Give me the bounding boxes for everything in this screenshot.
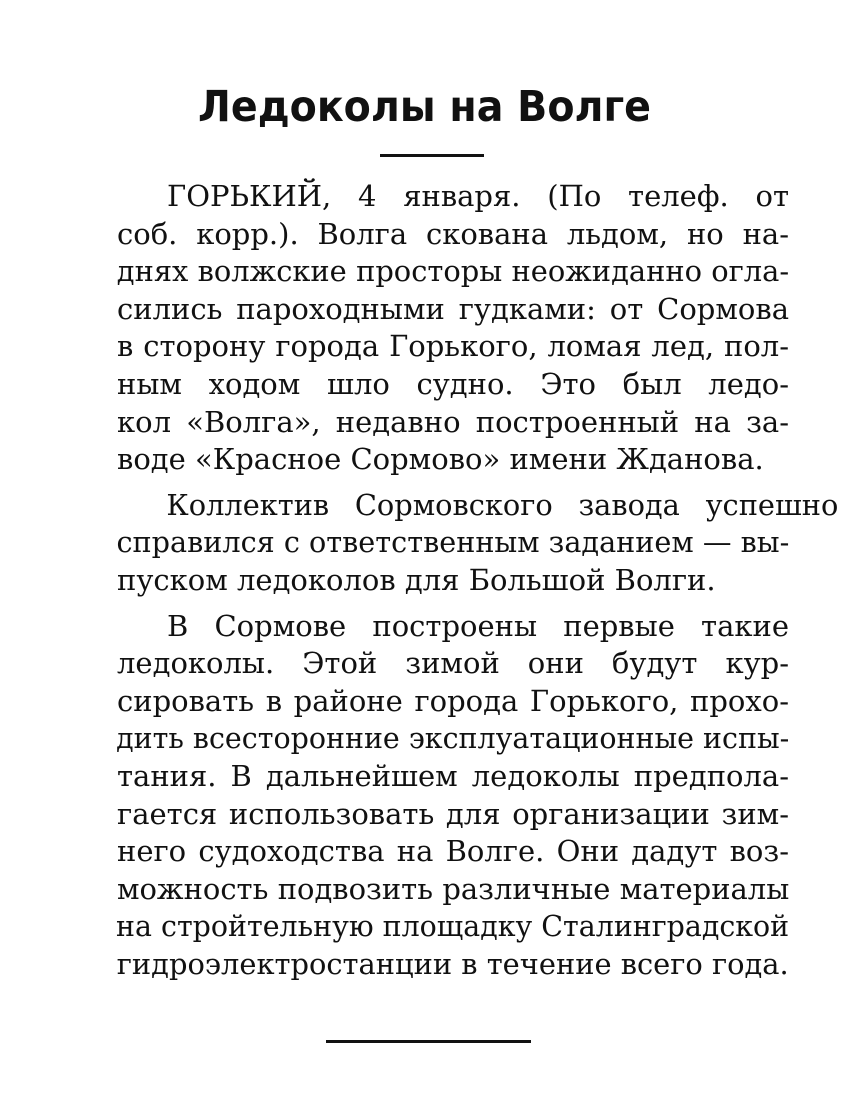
text-line: гается использовать для организации зим- xyxy=(117,796,789,831)
text-line: гидроэлектростанции в течение всего года. xyxy=(116,946,789,981)
text-line: можность подвозить различные материалы xyxy=(116,871,790,906)
text-line: ным ходом шло судно. Это был ледо- xyxy=(117,366,789,401)
article-paragraph-2 xyxy=(67,487,839,600)
headline-divider xyxy=(380,154,484,157)
article-paragraph-3 xyxy=(67,608,789,984)
end-of-article-divider xyxy=(326,1040,531,1043)
text-line: него судоходства на Волге. Они дадут воз- xyxy=(117,834,789,869)
text-line: справился с ответственным заданием — вы- xyxy=(116,525,790,560)
text-line: пуском ледоколов для Большой Волги. xyxy=(117,562,716,597)
text-line: ледоколы. Этой зимой они будут кур- xyxy=(117,646,789,681)
text-line: В Сормове построены первые такие xyxy=(167,608,789,643)
article-body xyxy=(67,178,839,991)
article-headline: Ледоколы на Волге xyxy=(198,82,651,132)
text-line: кол «Волга», недавно построенный на за- xyxy=(117,404,789,439)
text-line: тания. В дальнейшем ледоколы предпола- xyxy=(117,758,789,793)
text-line: ГОРЬКИЙ, 4 января. (По телеф. от xyxy=(167,179,789,213)
text-line: днях волжские просторы неожиданно огла- xyxy=(116,254,790,289)
text-line: Коллектив Сормовского завода успешно xyxy=(166,487,839,522)
article-paragraph-1 xyxy=(67,178,789,479)
text-line: сировать в районе города Горького, прохо- xyxy=(117,683,789,718)
text-line: воде «Красное Сормово» имени Жданова. xyxy=(117,442,764,477)
text-line: сились пароходными гудками: от Сормова xyxy=(117,291,789,326)
text-line: в сторону города Горького, ломая лед, пол- xyxy=(117,329,789,364)
text-line: соб. корр.). Волга скована льдом, но на- xyxy=(117,216,789,251)
text-line: дить всесторонние эксплуатационные испы- xyxy=(116,721,790,756)
text-line: на стройтельную площадку Сталинградской xyxy=(116,909,790,944)
